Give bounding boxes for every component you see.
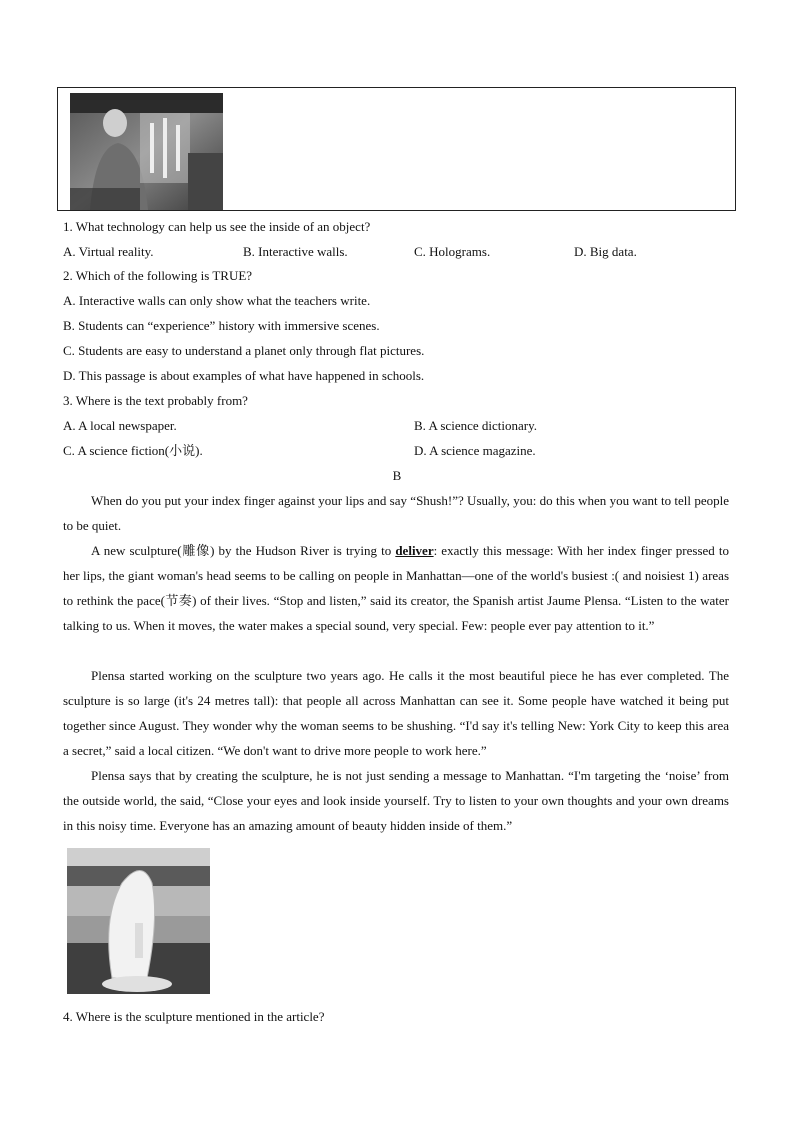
hologram-classroom-photo: [70, 93, 223, 210]
passage-paragraph-2-text-after: : exactly this message: With her index finger pressed to her lips, the giant woman's head seems to be calling on people in Manhattan—one of the world's busiest :( and noisiest 1) areas to rethink the pace(节奏) of their lives. “Stop and listen,” said its creator, the Spanish artist Jaume Plensa. “Listen to the water talking to us. When it moves, the water makes a special sound, very special. Few: people ever pay attention to it.”: [63, 543, 729, 633]
question-1-option-a: A. Virtual reality.: [63, 244, 154, 259]
question-4-stem: 4. Where is the sculpture mentioned in the article?: [63, 1009, 325, 1024]
question-2-option-a: A. Interactive walls can only show what the teachers write.: [63, 293, 371, 308]
question-3-option-c: C. A science fiction(小说).: [63, 443, 203, 458]
passage-paragraph-3: [63, 663, 729, 763]
question-1-stem: 1. What technology can help us see the inside of an object?: [63, 219, 371, 234]
question-3-option-d: D. A science magazine.: [414, 443, 536, 458]
question-2-stem: 2. Which of the following is TRUE?: [63, 268, 253, 283]
question-1-option-b: B. Interactive walls.: [243, 244, 348, 259]
question-3-option-b: B. A science dictionary.: [414, 418, 537, 433]
question-2-option-d: D. This passage is about examples of what have happened in schools.: [63, 368, 425, 383]
section-b-heading: B: [392, 468, 402, 483]
passage-paragraph-2: [63, 538, 729, 638]
passage-paragraph-4: [63, 763, 729, 838]
passage-paragraph-3-text: Plensa started working on the sculpture two years ago. He calls it the most beautiful piece he has ever completed. The sculpture is so large (it's 24 metres tall): that people all across Manhattan can see it. Some people have watched it being put together since August. They wonder why the woman seems to be shushing. “I'd say it's telling New: York City to keep this area a secret,” said a local citizen. “We don't want to drive more people to work here.”: [63, 668, 729, 758]
question-1-option-c: C. Holograms.: [414, 244, 491, 259]
passage-paragraph-1: [63, 488, 729, 538]
sculpture-photo: [67, 848, 210, 994]
underlined-word-deliver: deliver: [395, 543, 434, 558]
question-2-option-b: B. Students can “experience” history with immersive scenes.: [63, 318, 380, 333]
question-3-stem: 3. Where is the text probably from?: [63, 393, 248, 408]
question-1-option-d: D. Big data.: [574, 244, 637, 259]
passage-paragraph-1-text: When do you put your index finger against your lips and say “Shush!”? Usually, you: do this when you want to tell people to be quiet.: [63, 493, 729, 533]
question-2-option-c: C. Students are easy to understand a planet only through flat pictures.: [63, 343, 425, 358]
question-3-option-a: A. A local newspaper.: [63, 418, 177, 433]
passage-paragraph-4-text: Plensa says that by creating the sculpture, he is not just sending a message to Manhattan. “I'm targeting the ‘noise’ from the outside world, the said, “Close your eyes and look inside yourself. Try to listen to your own thoughts and your own dreams in this noisy time. Everyone has an amazing amount of beauty hidden inside of them.”: [63, 768, 729, 833]
passage-paragraph-2-text-before: A new sculpture(雕像) by the Hudson River is trying to: [91, 543, 396, 558]
